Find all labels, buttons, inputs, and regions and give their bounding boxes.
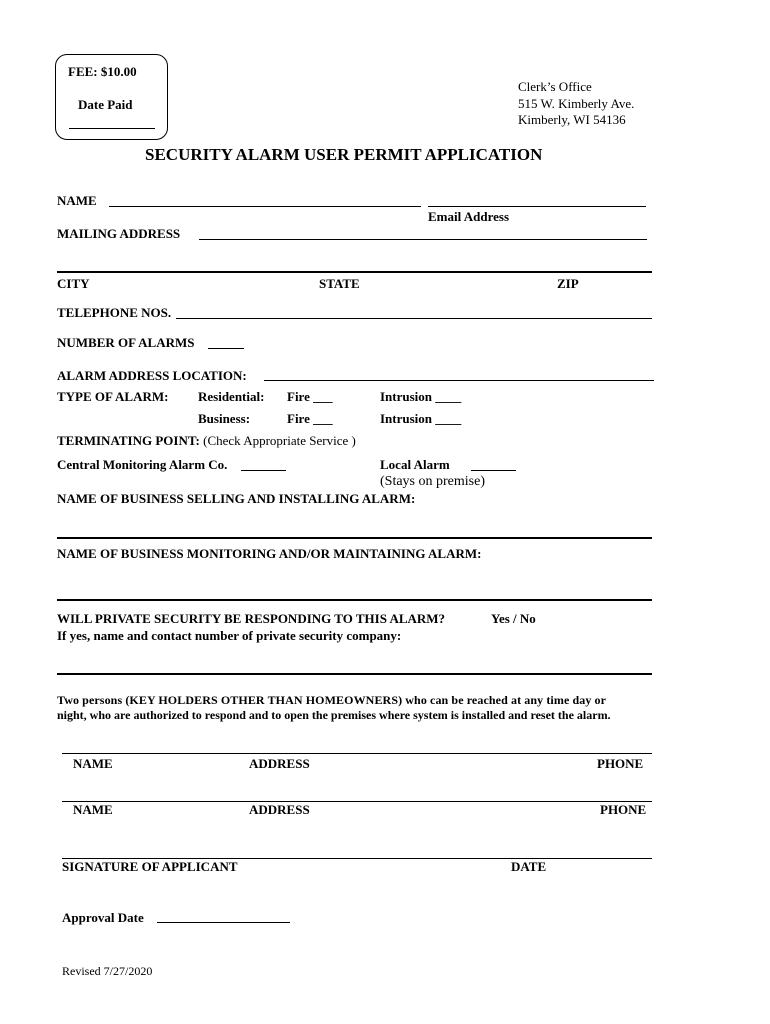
alarm-address-label: ALARM ADDRESS LOCATION: bbox=[57, 368, 247, 383]
name-field[interactable] bbox=[109, 206, 421, 207]
city-state-zip-line[interactable] bbox=[57, 271, 652, 273]
intrusion-business-field[interactable]: Intrusion ____ bbox=[380, 411, 462, 426]
intrusion-residential-field[interactable]: Intrusion ____ bbox=[380, 389, 462, 404]
local-alarm-field[interactable] bbox=[471, 470, 516, 471]
alarm-address-field[interactable] bbox=[264, 380, 654, 381]
telephone-label: TELEPHONE NOS. bbox=[57, 305, 172, 320]
email-label: Email Address bbox=[428, 209, 510, 224]
city-label: CITY bbox=[57, 276, 90, 291]
telephone-field[interactable] bbox=[176, 318, 652, 319]
key-holder-2-name-label: NAME bbox=[73, 802, 113, 817]
email-field[interactable] bbox=[428, 206, 646, 207]
fire-business-field[interactable]: Fire ___ bbox=[287, 411, 333, 426]
approval-date-field[interactable] bbox=[157, 922, 290, 923]
key-holders-text-1: Two persons (KEY HOLDERS OTHER THAN HOMEOWNERS) who can be reached at any time day or bbox=[57, 693, 607, 707]
signature-label: SIGNATURE OF APPLICANT bbox=[62, 859, 238, 874]
date-paid-line[interactable] bbox=[69, 128, 155, 129]
date-paid-label: Date Paid bbox=[78, 97, 133, 112]
approval-date-label: Approval Date bbox=[62, 910, 144, 925]
business-monitoring-field[interactable] bbox=[57, 599, 652, 601]
yes-no-option[interactable]: Yes / No bbox=[491, 611, 536, 626]
number-of-alarms-label: NUMBER OF ALARMS bbox=[57, 335, 195, 350]
state-label: STATE bbox=[319, 276, 360, 291]
business-selling-label: NAME OF BUSINESS SELLING AND INSTALLING ALARM: bbox=[57, 491, 416, 506]
clerk-street: 515 W. Kimberly Ave. bbox=[518, 96, 635, 111]
fire-residential-field[interactable]: Fire ___ bbox=[287, 389, 333, 404]
revised-date: Revised 7/27/2020 bbox=[62, 964, 153, 978]
local-alarm-label: Local Alarm bbox=[380, 457, 450, 472]
key-holders-text-2: night, who are authorized to respond and to open the premises where system is installed and reset the alarm. bbox=[57, 708, 611, 722]
residential-label: Residential: bbox=[198, 389, 265, 404]
key-holder-2-line[interactable] bbox=[62, 801, 652, 802]
business-label: Business: bbox=[198, 411, 251, 426]
mailing-address-field[interactable] bbox=[199, 239, 647, 240]
mailing-address-label: MAILING ADDRESS bbox=[57, 226, 181, 241]
name-label: NAME bbox=[57, 193, 97, 208]
zip-label: ZIP bbox=[557, 276, 579, 291]
fee-label: FEE: $10.00 bbox=[68, 64, 137, 79]
date-label: DATE bbox=[511, 859, 547, 874]
private-security-contact-label: If yes, name and contact number of private security company: bbox=[57, 628, 402, 643]
number-of-alarms-field[interactable] bbox=[208, 348, 244, 349]
type-of-alarm-label: TYPE OF ALARM: bbox=[57, 389, 169, 404]
business-selling-field[interactable] bbox=[57, 537, 652, 539]
terminating-point-label: TERMINATING POINT: (Check Appropriate Service ) bbox=[57, 433, 356, 448]
stays-on-premise-note: (Stays on premise) bbox=[380, 474, 485, 489]
central-monitoring-field[interactable] bbox=[241, 470, 286, 471]
central-monitoring-label: Central Monitoring Alarm Co. bbox=[57, 457, 228, 472]
key-holder-1-line[interactable] bbox=[62, 753, 652, 754]
clerk-city: Kimberly, WI 54136 bbox=[518, 112, 626, 127]
clerk-office: Clerk’s Office bbox=[518, 79, 592, 94]
key-holder-1-name-label: NAME bbox=[73, 756, 113, 771]
key-holder-1-phone-label: PHONE bbox=[597, 756, 644, 771]
key-holder-1-address-label: ADDRESS bbox=[249, 756, 310, 771]
business-monitoring-label: NAME OF BUSINESS MONITORING AND/OR MAINTAINING ALARM: bbox=[57, 546, 482, 561]
private-security-field[interactable] bbox=[57, 673, 652, 675]
page-title: SECURITY ALARM USER PERMIT APPLICATION bbox=[145, 145, 543, 164]
private-security-question: WILL PRIVATE SECURITY BE RESPONDING TO THIS ALARM? bbox=[57, 611, 446, 626]
key-holder-2-address-label: ADDRESS bbox=[249, 802, 310, 817]
key-holder-2-phone-label: PHONE bbox=[600, 802, 647, 817]
